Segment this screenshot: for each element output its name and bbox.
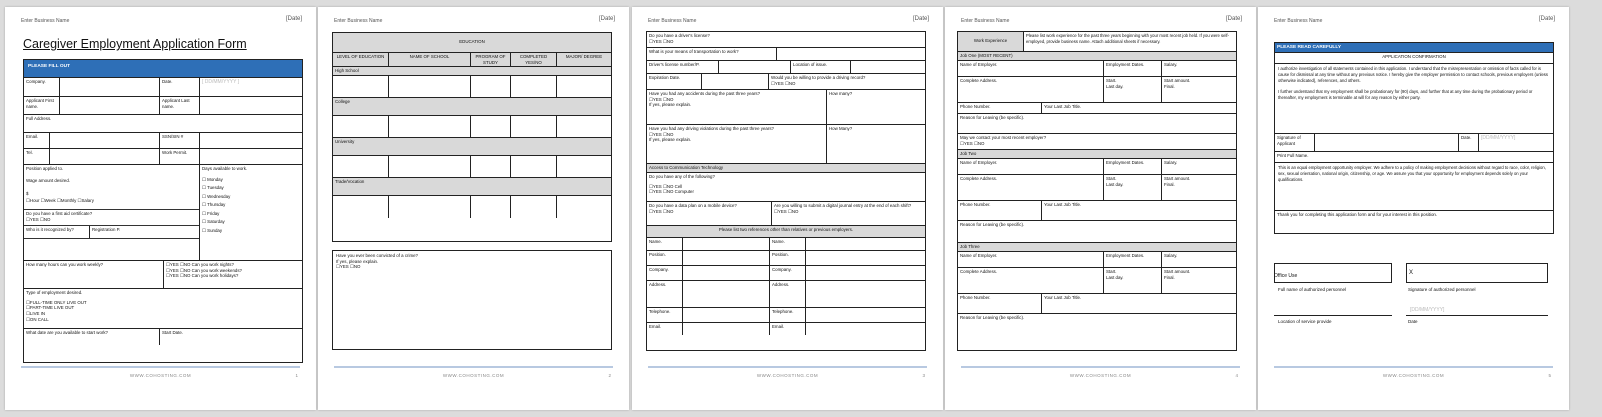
ssn-label: SSN/SIN # [160,133,200,148]
office-use-label: Office Use [1274,273,1298,279]
authorized-signature-caption: Signature of authorized personnel [1408,287,1476,292]
footer-site: WWW.COHOSTING.COM [129,373,192,378]
driving-record-label: Would you be willing to provide a driving record? [771,75,866,80]
confirmation-box [1274,42,1554,234]
violations-yn[interactable]: ☐YES ☐NO [649,131,674,137]
leaving-reason-field[interactable]: Reason for Leaving (be specific). [960,115,1025,120]
ref2-position-label: Position. [770,251,806,265]
expiration-label: Expiration Date. [647,74,702,89]
ref2-name-label: Name. [770,238,806,250]
page-2 [318,7,629,410]
violations-label: Have you had any driving violations during the past three years? [649,126,774,131]
header-business-name[interactable]: Enter Business Name [21,18,70,24]
edu-cell[interactable] [557,156,611,177]
start-date-field[interactable]: Start Date. [162,330,183,335]
employment-type-box [24,289,302,328]
conviction-explain: If yes, please explain. [336,258,379,264]
ref1-position-label: Position. [647,251,683,265]
day-saturday[interactable]: ☐ Saturday [202,219,225,225]
education-heading: EDUCATION [459,39,485,44]
email-label: Email. [24,133,50,148]
accidents-yn[interactable]: ☐YES ☐NO [649,96,674,102]
header-business-name[interactable]: Enter Business Name [961,18,1010,24]
tel-field[interactable] [50,149,160,164]
footer-site: WWW.COHOSTING.COM [756,373,819,378]
confirmation-text [1275,64,1553,133]
days-title: Days available to work. [202,166,248,171]
edu-cell[interactable] [471,76,511,97]
header-business-name[interactable]: Enter Business Name [648,18,697,24]
header-date[interactable]: [Date] [912,16,929,22]
nights-question[interactable]: ☐YES ☐NO Can you work nights? [166,262,234,267]
day-thursday[interactable]: ☐ Thursday [202,202,226,208]
start-final[interactable] [1162,77,1236,102]
start-amount-label: Start amount. [1164,78,1191,83]
violations-count[interactable]: How Many? [829,126,853,131]
tech-question [647,173,925,201]
footer-rule [961,366,1240,368]
wage-label: Wage amount desired. [26,178,71,183]
accidents-question[interactable] [647,90,827,124]
signature-label: Signature of Applicant [1275,134,1315,151]
employer-field[interactable]: Name of Employer. [958,252,1104,267]
location-caption: Location of service provide [1278,319,1332,324]
tech-heading: Access to Communication Technology [649,165,724,170]
start-label: Start. [1106,269,1117,274]
registration-blank[interactable] [24,238,199,260]
header-date[interactable]: [Date] [1538,16,1555,22]
phone-field[interactable]: Phone Number. [958,294,1042,313]
start-last[interactable] [1104,268,1162,293]
start-final[interactable] [1162,268,1236,293]
employment-dates[interactable]: Employment Dates. [1104,159,1162,174]
issue-location-label: Location of issue. [791,61,851,73]
ref1-name-field[interactable] [683,238,770,250]
col-level: LEVEL OF EDUCATION [333,53,389,66]
read-carefully-banner: PLEASE READ CAREFULLY [1275,43,1553,53]
ref1-company-field[interactable] [683,266,770,280]
holidays-question[interactable]: ☐YES ☐NO Can you work holidays? [166,273,239,279]
day-sunday[interactable]: ☐ Sunday [202,227,223,233]
last-name-field[interactable] [200,97,302,114]
edu-cell[interactable] [471,196,511,218]
start-question: What date are you available to start work? [24,329,160,345]
job-two-heading: Job Two [960,151,977,156]
contact-yn[interactable]: ☐YES ☐NO [960,140,985,146]
tel-label: Tel. [24,149,50,164]
driving-form [646,31,926,351]
salary-field[interactable]: Salary. [1164,160,1178,165]
level-trade: Trade/Vocation [335,179,365,184]
thank-you-note: Thank you for completing this application form and for your interest in this position. [1277,212,1438,217]
ref1-telephone-field[interactable] [683,308,770,322]
header-business-name[interactable]: Enter Business Name [334,18,383,24]
ssn-field[interactable] [200,133,302,148]
work-experience-form [957,31,1237,351]
office-date-placeholder[interactable]: [DD/MM/YYYY] [1410,307,1445,313]
edu-cell[interactable] [389,156,471,177]
header-date[interactable]: [Date] [598,16,615,22]
signature-field[interactable] [1315,134,1459,151]
day-tuesday[interactable]: ☐ Tuesday [202,185,224,191]
sig-date-label: Date. [1459,134,1479,151]
issue-location-field[interactable] [851,61,925,73]
ref2-telephone-label: Telephone. [770,308,806,322]
edu-cell[interactable] [511,156,557,177]
start-label: Start. [1106,78,1117,83]
day-friday[interactable]: ☐ Friday [202,210,220,216]
confirmation-subheading: APPLICATION CONFIRMATION [1382,54,1446,59]
start-last[interactable] [1104,175,1162,200]
edu-cell[interactable] [389,196,471,218]
data-plan-yn[interactable]: ☐YES ☐NO [649,208,674,214]
final-label: Final. [1164,83,1175,89]
level-high-school: High School [335,68,359,73]
page-number: 5 [1548,373,1551,378]
accidents-explain: If yes, please explain. [649,102,692,108]
application-form [23,59,303,363]
hours-question[interactable]: How many hours can you work weekly? [24,261,164,288]
type-on-call[interactable]: ☐ON CALL [26,316,49,322]
edu-cell[interactable] [511,196,557,218]
footer-site: WWW.COHOSTING.COM [442,373,505,378]
ref2-email-label: Email. [770,323,806,335]
footer-rule [648,366,927,368]
first-aid-label: Do you have a first aid certificate? [26,211,93,216]
journal-yn[interactable]: ☐YES ☐NO [774,208,799,214]
conviction-question[interactable] [333,251,611,272]
transport-label: What is your means of transportation to work? [647,48,777,60]
salary-field[interactable]: Salary. [1164,62,1178,67]
wage-dollar[interactable]: $ [26,191,29,196]
edu-cell[interactable] [389,116,471,137]
accidents-label: Have you had any accidents during the past three years? [649,91,761,96]
fill-out-banner: PLEASE FILL OUT [24,60,302,78]
first-name-label: Applicant First name. [24,97,60,114]
ref1-email-field[interactable] [683,323,770,335]
work-permit-field[interactable] [200,149,302,164]
edu-cell[interactable] [511,116,557,137]
data-plan-label: Do you have a data plan on a mobile device? [649,203,737,208]
work-permit-label: Work Permit. [160,149,200,164]
last-day-label: Last day. [1106,181,1124,187]
date-label: Date. [160,78,200,96]
authorized-name-field[interactable] [1274,263,1392,283]
weekends-question[interactable]: ☐YES ☐NO Can you work weekends? [166,267,242,273]
accidents-count[interactable]: How many? [829,91,853,96]
page-number: 1 [295,373,298,378]
edu-cell[interactable] [511,76,557,97]
page-number: 2 [608,373,611,378]
ref1-name-label: Name. [647,238,683,250]
col-program: PROGRAM OF STUDY [471,53,511,66]
employer-field[interactable]: Name of Employer. [958,159,1104,174]
employment-dates[interactable]: Employment Dates. [1104,61,1162,76]
work-experience-text: Please list work experience for the past three years beginning with your most recent job held. If you were self-employed, provide business name. Attach additional sheets if necessary. [1026,33,1229,44]
type-full-time[interactable]: ☐FULL-TIME ONLY LIVE OUT [26,299,87,305]
contact-label: May we contact your most recent employer? [960,135,1047,140]
wage-rate-checkboxes[interactable]: ☐Hour ☐Week ☐Monthly ☐Salary [26,198,94,203]
ref1-address-label: Address. [647,281,683,307]
probation-paragraph: I further understand that my employment shall be probationary for (90) days, and further that at any time during the probationary period or thereafter, my employment is terminable at will for any reason by either party. [1278,89,1533,101]
contact-question[interactable] [958,134,1236,149]
ref2-address-field[interactable] [806,281,925,307]
footer-rule [334,366,613,368]
company-label: Company. [24,78,60,96]
page-3 [632,7,943,410]
address-field[interactable]: Complete Address. [958,175,1104,200]
print-name-field[interactable]: Print Full Name. [1277,153,1309,158]
eeo-paragraph: This is an equal employment opportunity employer. We adhere to a policy of making employment decisions without regard to race, color, religion, sex, sexual orientation, national origin, citizenship, or age. We assure you that your opportunity for employment depends solely on your qualifications. [1278,165,1546,183]
page-4 [945,7,1256,410]
ref2-telephone-field[interactable] [806,308,925,322]
edu-cell[interactable] [557,116,611,137]
day-wednesday[interactable]: ☐ Wednesday [202,193,231,199]
page-1 [5,7,316,410]
driving-record-yn[interactable]: ☐YES ☐NO [771,80,796,86]
position-field[interactable]: Position applied to. [26,166,64,171]
expiration-field[interactable] [702,74,769,89]
sig-date-field[interactable]: [DD/MM/YYYY] [1481,135,1516,141]
data-plan-question[interactable] [647,202,772,225]
start-amount-label: Start amount. [1164,269,1191,274]
work-experience-heading: Work Experience [958,32,1024,51]
authorization-paragraph: I authorize investigation of all statements contained in this application. I understand that the misrepresentation or omission of facts called for is cause for dismissal at any time without any previous notice. I hereby give the employer permission to contact schools, previous employers (unless otherwise indicated), references, and others. [1278,66,1548,84]
authorized-signature-field[interactable] [1406,263,1548,283]
date-line[interactable] [1406,315,1548,316]
address-field[interactable]: Complete Address. [958,77,1104,102]
type-live-in[interactable]: ☐LIVE IN [26,311,46,317]
edu-cell[interactable] [557,196,611,218]
start-last[interactable] [1104,77,1162,102]
driving-record-question[interactable] [769,74,925,89]
availability-questions [164,261,302,288]
final-label: Final. [1164,181,1175,187]
col-school: NAME OF SCHOOL [389,53,471,66]
salary-field[interactable]: Salary. [1164,253,1178,258]
start-amount-label: Start amount. [1164,176,1191,181]
violations-question[interactable] [647,125,827,163]
ref2-name-field[interactable] [806,238,925,250]
license-yn[interactable]: ☐YES ☐NO [649,38,674,44]
ref1-telephone-label: Telephone. [647,308,683,322]
day-monday[interactable]: ☐ Monday [202,176,223,182]
job-three-heading: Job Three [960,244,980,249]
header-business-name[interactable]: Enter Business Name [1274,18,1323,24]
ref2-position-field[interactable] [806,251,925,265]
edu-cell[interactable] [471,156,511,177]
references-heading: Please list two references other than relatives or previous employers. [718,227,854,232]
header-date[interactable]: [Date] [1225,16,1242,22]
violations-explain: If yes, please explain. [649,137,692,143]
footer-site: WWW.COHOSTING.COM [1069,373,1132,378]
phone-field[interactable]: Phone Number. [958,201,1042,220]
footer-rule [1274,366,1553,368]
license-number-label: Driver's license number/P. [647,61,719,73]
location-line[interactable] [1274,315,1392,316]
registration-label[interactable]: Registration P. [92,227,121,232]
employer-field[interactable]: Name of Employer. [958,61,1104,76]
page-number: 3 [922,373,925,378]
col-degree: MAJOR/ DEGREE [565,54,603,59]
leaving-reason-field[interactable]: Reason for Leaving (be specific). [960,315,1025,320]
journal-label: Are you willing to submit a digital journal entry at the end of each shift? [774,203,912,208]
address-field[interactable]: Full Address. [26,116,52,121]
signature-x: X [1409,270,1414,276]
final-label: Final. [1164,274,1175,280]
license-number-field[interactable] [719,61,791,73]
ref1-email-label: Email. [647,323,683,335]
tech-label: Do you have any of the following? [649,174,715,179]
last-name-label: Applicant Last name. [160,97,200,114]
level-university: University [335,139,355,144]
col-completed: COMPLETED YES/NO [511,53,557,66]
job-title-field[interactable]: Your Last Job Title. [1044,104,1082,109]
start-final[interactable] [1162,175,1236,200]
page-5 [1258,7,1569,410]
footer-site: WWW.COHOSTING.COM [1382,373,1445,378]
ref1-company-label: Company. [647,266,683,280]
first-name-field[interactable] [60,97,160,114]
ref1-position-field[interactable] [683,251,770,265]
conviction-box [332,250,612,350]
edu-cell[interactable] [471,116,511,137]
level-college: College [335,99,350,104]
type-part-time[interactable]: ☐PART-TIME LIVE OUT [26,305,75,311]
job-one-heading: Job One (MOST RECENT) [960,53,1013,58]
first-aid-yn[interactable]: ☐YES ☐NO [26,216,51,222]
footer-rule [21,366,300,368]
last-day-label: Last day. [1106,83,1124,89]
last-day-label: Last day. [1106,274,1124,280]
office-date-caption: Date [1408,319,1418,324]
days-available-box [200,165,302,260]
leaving-reason-field[interactable]: Reason for Leaving (be specific). [960,222,1025,227]
computer-yn[interactable]: ☐YES ☐NO Computer [649,189,694,195]
conviction-label: Have you ever been convicted of a crime? [336,253,419,258]
ref2-email-field[interactable] [806,323,925,335]
transport-field[interactable] [777,48,925,60]
license-question[interactable] [647,32,925,47]
start-label: Start. [1106,176,1117,181]
education-table [332,32,612,242]
employment-type-title: Type of employment desired. [26,290,83,295]
edu-cell[interactable] [557,76,611,97]
recognized-by-label: Who is it recognized by? [24,226,90,238]
phone-field[interactable]: Phone Number. [958,103,1042,113]
ref2-company-field[interactable] [806,266,925,280]
conviction-yn[interactable]: ☐YES ☐NO [336,264,361,270]
first-aid-question[interactable] [24,209,199,225]
page-number: 4 [1235,373,1238,378]
ref2-address-label: Address. [770,281,806,307]
license-label: Do you have a driver's license? [649,33,710,38]
ref1-address-field[interactable] [683,281,770,307]
address-field[interactable]: Complete Address. [958,268,1104,293]
email-field[interactable] [50,133,160,148]
job-title-field[interactable]: Your Last Job Title. [1044,295,1082,300]
authorized-name-caption: Full name of authorized personnel [1278,287,1347,292]
header-date[interactable]: [Date] [285,16,302,22]
date-field[interactable]: [ DD/MM/YYYY ] [202,79,240,85]
cell-yn[interactable]: ☐YES ☐NO Cell [649,183,683,189]
company-field[interactable] [60,78,160,96]
employment-dates[interactable]: Employment Dates. [1104,252,1162,267]
journal-question[interactable] [772,202,925,225]
ref2-company-label: Company. [770,266,806,280]
form-title: Caregiver Employment Application Form [23,37,247,51]
edu-cell[interactable] [389,76,471,97]
job-title-field[interactable]: Your Last Job Title. [1044,202,1082,207]
